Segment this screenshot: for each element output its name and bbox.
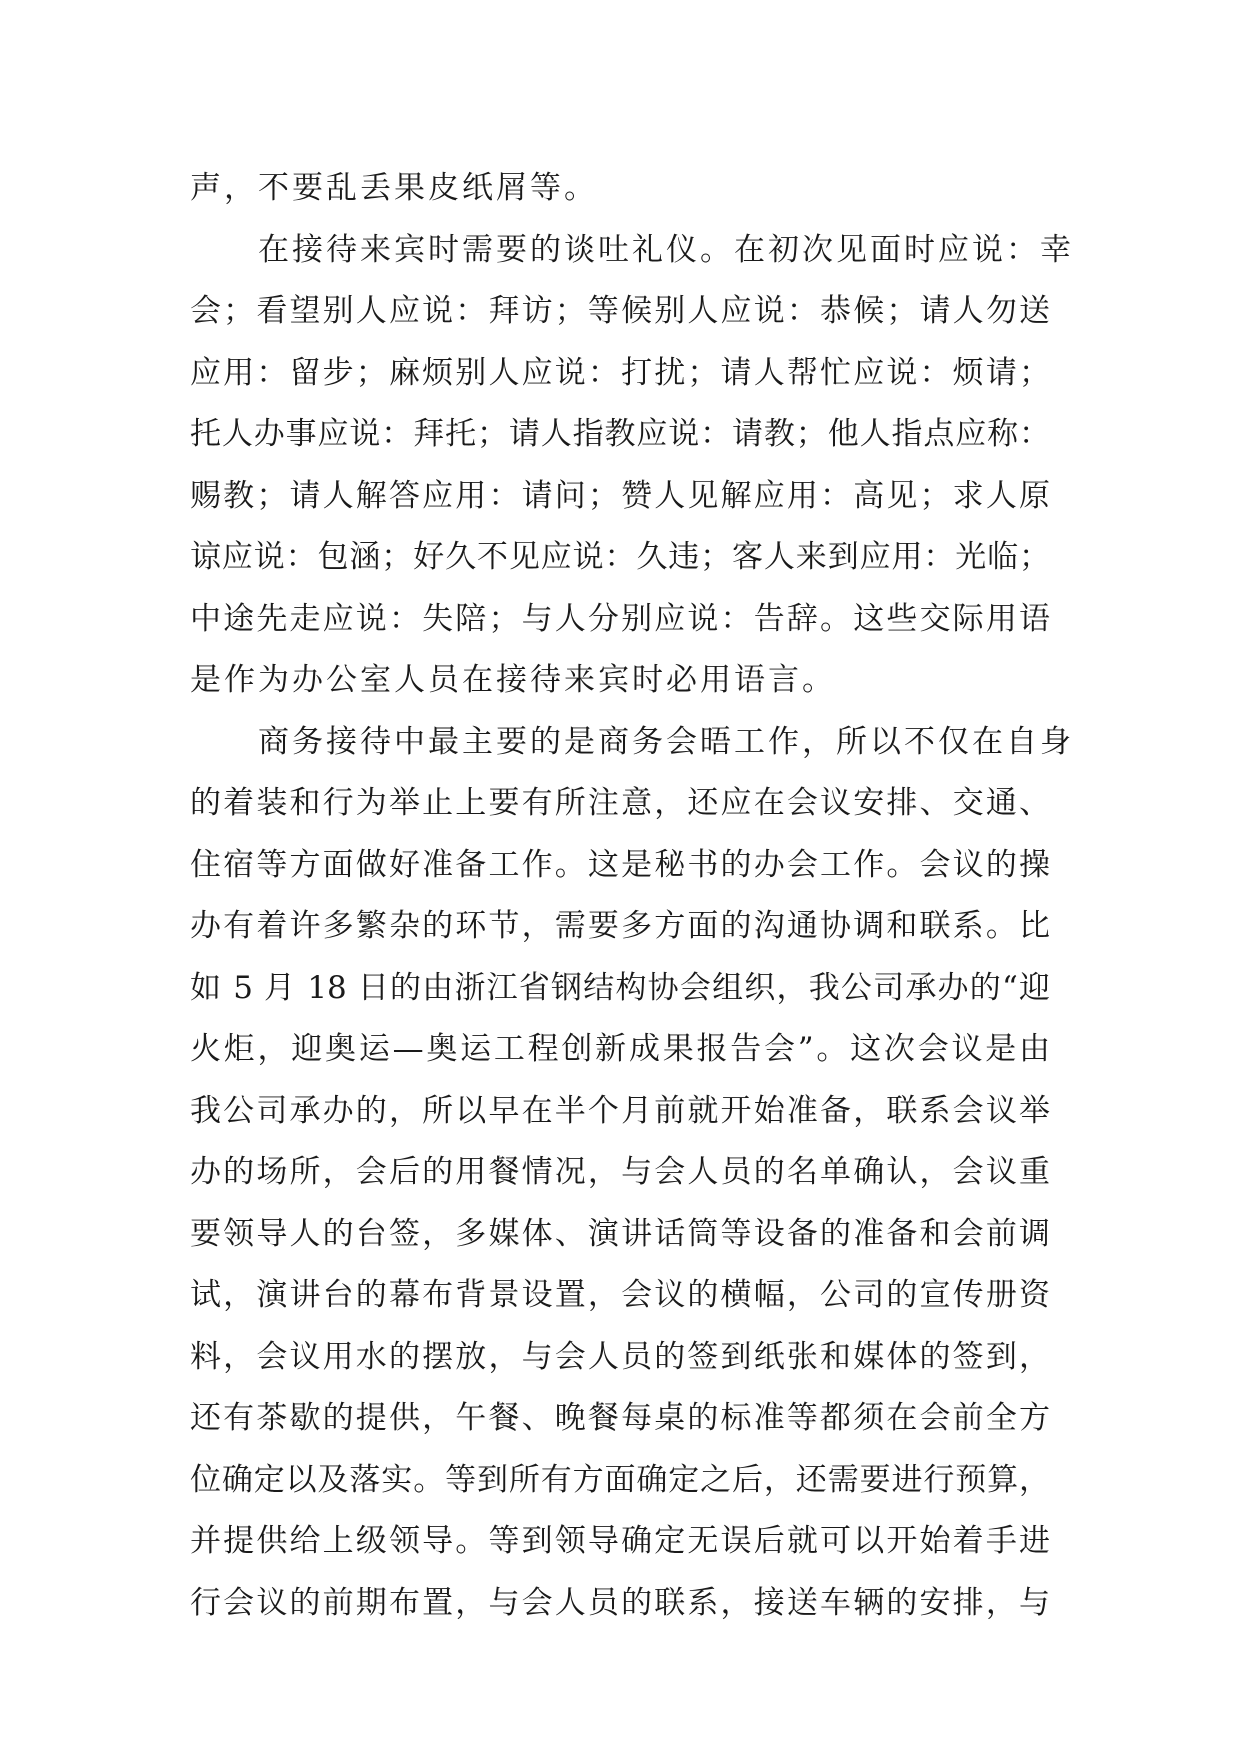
text-line: 还有茶歇的提供，午餐、晚餐每桌的标准等都须在会前全方 xyxy=(190,1400,1050,1436)
text-line: 我公司承办的，所以早在半个月前就开始准备，联系会议举 xyxy=(190,1092,1050,1129)
text-line: 是作为办公室人员在接待来宾时必用语言。 xyxy=(190,662,836,698)
text-line: 料，会议用水的摆放，与会人员的签到纸张和媒体的签到， xyxy=(190,1338,1050,1375)
text-line: 并提供给上级领导。等到领导确定无误后就可以开始着手进 xyxy=(190,1523,1050,1559)
text-line: 办的场所，会后的用餐情况，与会人员的名单确认，会议重 xyxy=(190,1154,1050,1190)
document-body xyxy=(190,158,1074,1634)
paragraph-first-line: 商务接待中最主要的是商务会晤工作，所以不仅在自身 xyxy=(258,723,1074,760)
text-line: 的着装和行为举止上要有所注意，还应在会议安排、交通、 xyxy=(190,785,1050,821)
text-line: 火炬，迎奥运—奥运工程创新成果报告会”。这次会议是由 xyxy=(190,1031,1050,1067)
text-line: 办有着许多繁杂的环节，需要多方面的沟通协调和联系。比 xyxy=(190,908,1050,944)
text-line: 会；看望别人应说：拜访；等候别人应说：恭候；请人勿送 xyxy=(190,293,1050,329)
text-line: 位确定以及落实。等到所有方面确定之后，还需要进行预算， xyxy=(190,1461,1050,1498)
text-line: 声，不要乱丢果皮纸屑等。 xyxy=(190,170,598,206)
text-line: 中途先走应说：失陪；与人分别应说：告辞。这些交际用语 xyxy=(190,600,1050,637)
text-line: 住宿等方面做好准备工作。这是秘书的办会工作。会议的操 xyxy=(190,846,1050,883)
text-line: 要领导人的台签，多媒体、演讲话筒等设备的准备和会前调 xyxy=(190,1215,1050,1252)
text-line: 赐教；请人解答应用：请问；赞人见解应用：高见；求人原 xyxy=(190,477,1050,514)
text-line: 行会议的前期布置，与会人员的联系，接送车辆的安排，与 xyxy=(190,1584,1050,1621)
paragraph-first-line: 在接待来宾时需要的谈吐礼仪。在初次见面时应说：幸 xyxy=(258,231,1074,268)
text-line: 应用：留步；麻烦别人应说：打扰；请人帮忙应说：烦请； xyxy=(190,354,1050,391)
text-line: 谅应说：包涵；好久不见应说：久违；客人来到应用：光临； xyxy=(190,539,1050,575)
text-line: 如 5 月 18 日的由浙江省钢结构协会组织，我公司承办的“迎 xyxy=(190,969,1050,1006)
text-line: 试，演讲台的幕布背景设置，会议的横幅，公司的宣传册资 xyxy=(190,1277,1050,1313)
text-line: 托人办事应说：拜托；请人指教应说：请教；他人指点应称： xyxy=(190,416,1050,452)
